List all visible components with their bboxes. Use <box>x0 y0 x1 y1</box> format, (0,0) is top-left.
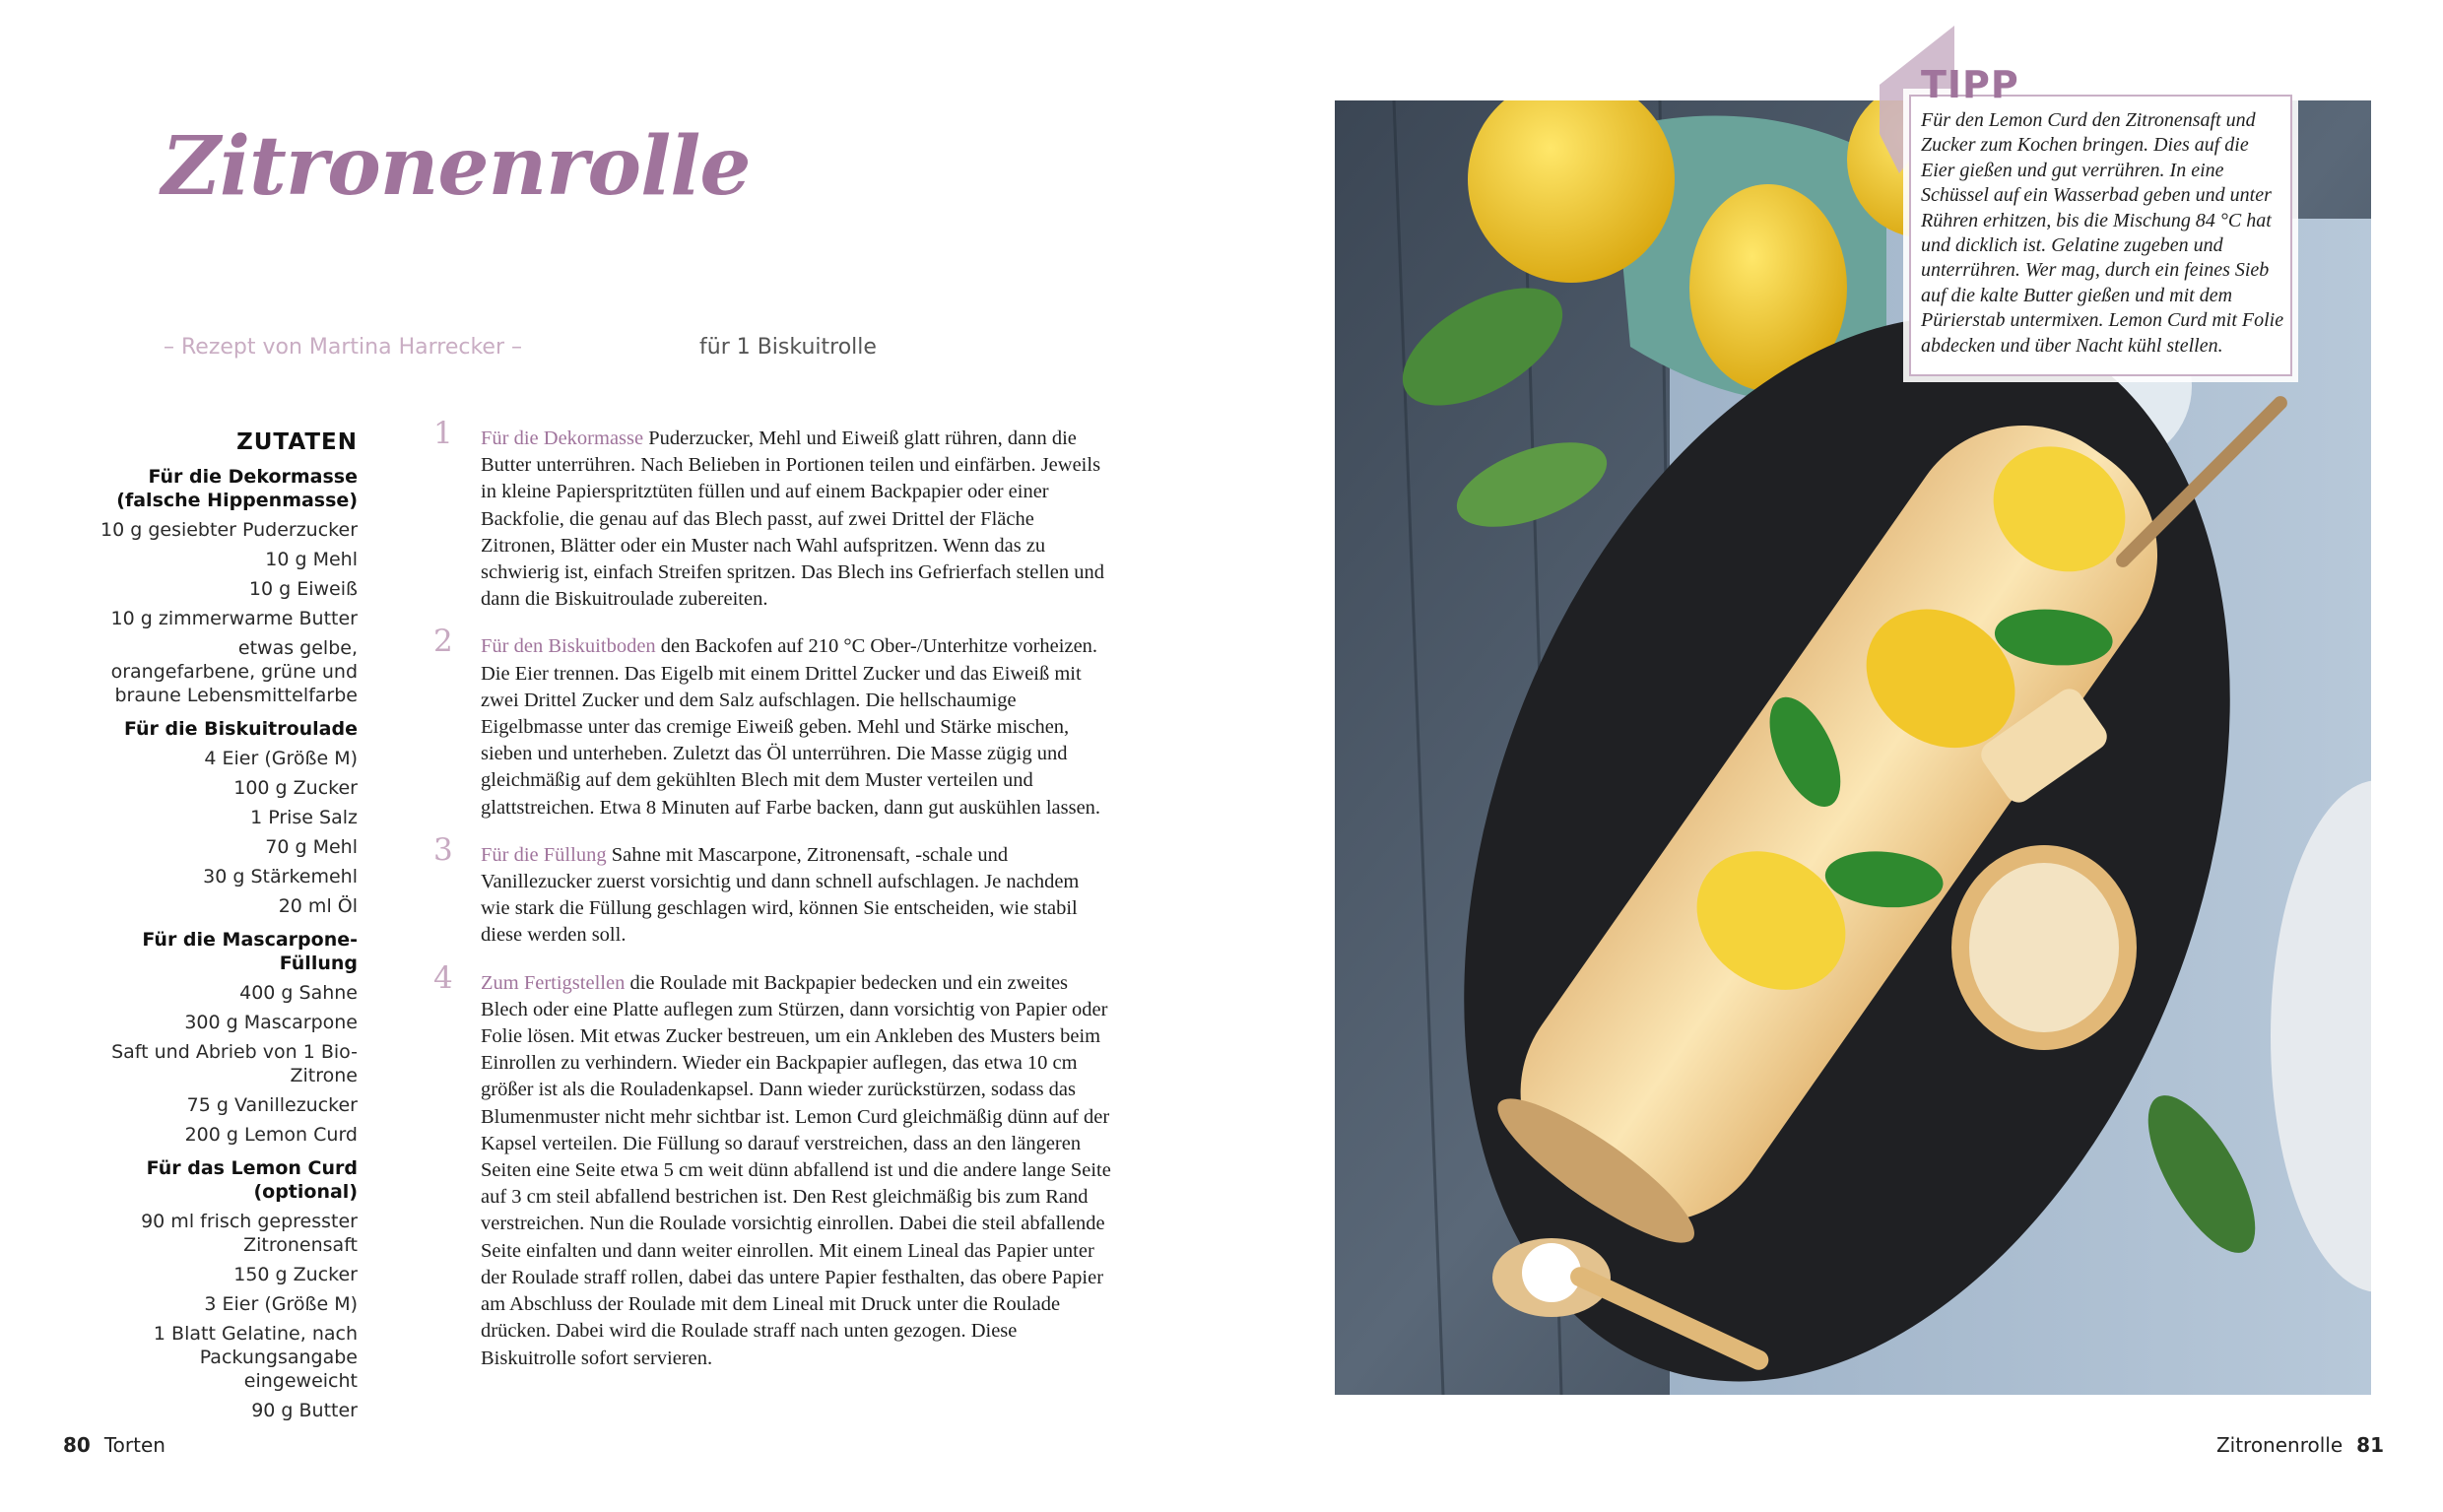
page-number-left: 80 <box>63 1433 91 1457</box>
step-lead: Zum Fertigstellen <box>481 971 626 994</box>
ingredient-item: 10 g Eiweiß <box>248 578 358 600</box>
ingredient-group-heading: Für das Lemon Curd (optional) <box>146 1157 358 1203</box>
footer-left <box>63 1433 165 1457</box>
cake-slice <box>1960 854 2128 1041</box>
ingredient-item: 150 g Zucker <box>233 1264 358 1285</box>
ingredients-heading: ZUTATEN <box>236 429 358 455</box>
step-text: Puderzucker, Mehl und Eiweiß glatt rühren, dann die Butter unterrühren. Nach Belieben in Portionen teilen und einfärben. Jeweils in kleine Papierspritztüten füllen und auf einem Backpapier oder einer Backfolie, die genau auf das Blech passt, auf zwei Drittel der Fläche Zitronen, Blätter oder ein Muster nach Wahl aufspritzen. Wenn das zu schwierig ist, einfach Streifen spritzen. Das Blech ins Gefrierfach stellen und dann die Biskuitroulade zubereiten. <box>481 427 1105 611</box>
section-name-right: Zitronenrolle <box>2215 1433 2344 1457</box>
ingredient-item: 30 g Stärkemehl <box>203 866 358 887</box>
ingredient-item: 3 Eier (Größe M) <box>204 1293 358 1315</box>
ingredient-item: 300 g Mascarpone <box>184 1012 358 1033</box>
ingredient-item: 90 g Butter <box>251 1400 358 1421</box>
tip-callout <box>1880 26 2293 378</box>
page-number-right: 81 <box>2356 1433 2384 1457</box>
ingredient-item: 10 g zimmerwarme Butter <box>110 608 358 629</box>
tip-text: Für den Lemon Curd den Zitronensaft und Zucker zum Kochen bringen. Dies auf die Eier gießen und gut verrühren. In eine Schüssel auf ein Wasserbad geben und unter Rühren erhitzen, bis die Mischung 84 °C hat und dicklich ist. Gelatine zugeben und unterrühren. Wer mag, durch ein feines Sieb auf die kalte Butter gießen und mit dem Pürierstab untermixen. Lemon Curd mit Folie abdecken und über Nacht kühl stellen. <box>1921 109 2284 357</box>
section-name-left: Torten <box>103 1433 165 1457</box>
ingredient-item: 1 Prise Salz <box>250 807 358 828</box>
step <box>433 416 1113 613</box>
step-number: 3 <box>433 831 453 868</box>
ingredients-column <box>89 429 358 1428</box>
step-text: den Backofen auf 210 °C Ober-/Unterhitze vorheizen. Die Eier trennen. Das Eigelb mit einem Drittel Zucker und das Eiweiß mit zwei Drittel Zucker und dem Salz aufschlagen. Die hellschaumige Eigelbmasse unter das cremige Eiweiß geben. Mehl und Stärke mischen, sieben und unterheben. Zuletzt das Öl unterrühren. Die Masse zügig und gleichmäßig auf dem gekühlten Blech mit dem Muster verteilen und glattstreichen. Etwa 8 Minuten auf Farbe backen, dann gut auskühlen lassen. <box>481 635 1101 819</box>
ingredient-item: 400 g Sahne <box>239 982 358 1004</box>
step-number: 4 <box>433 959 453 996</box>
recipe-byline: – Rezept von Martina Harrecker – <box>164 335 522 360</box>
ingredient-item: Saft und Abrieb von 1 Bio-Zitrone <box>111 1041 358 1086</box>
recipe-title: Zitronenrolle <box>162 119 751 214</box>
ingredient-item: 70 g Mehl <box>265 836 358 858</box>
step-text: die Roulade mit Backpapier bedecken und ein zweites Blech oder eine Platte auflegen zum Stürzen, dann vorsichtig von Papier oder Folie lösen. Mit etwas Zucker bestreuen, um ein Ankleben des Musters beim Einrollen zu verhindern. Wieder ein Backpapier auflegen, das etwa 10 cm größer ist als die Rouladenkapsel. Dann wieder zurückstürzen, sodass das Blumenmuster nicht mehr sichtbar ist. Lemon Curd gleichmäßig dünn auf der Kapsel verteilen. Die Füllung so darauf verstreichen, dass an den längeren Seiten eine Seite etwa 5 cm weit dünn abfallend ist und die andere lange Seite auf 3 cm steil abfallend bestrichen ist. Den Rest gleichmäßig bis zum Rand verstreichen. Nun die Roulade vorsichtig einrollen. Dabei die steil abfallende Seite einfalten und dann weiter einrollen. Mit einem Lineal das Papier unter der Roulade straff rollen, dabei das untere Papier festhalten, das obere Papier am Abschluss der Roulade mit dem Lineal mit Druck unter die Roulade drücken. Dabei wird die Roulade straff nach unten gezogen. Diese Biskuitrolle sofort servieren. <box>481 971 1111 1369</box>
ingredient-item: 20 ml Öl <box>278 895 358 917</box>
recipe-yield: für 1 Biskuitrolle <box>699 335 877 360</box>
ingredient-item: 200 g Lemon Curd <box>184 1124 358 1146</box>
tip-title: TIPP <box>1921 63 2019 106</box>
step-lead: Für die Füllung <box>481 843 607 866</box>
ingredient-item: 90 ml frisch gepresster Zitronensaft <box>141 1211 358 1256</box>
ingredient-item: 4 Eier (Größe M) <box>204 748 358 769</box>
step-lead: Für die Dekormasse <box>481 427 644 449</box>
instructions-column <box>433 416 1113 1393</box>
ingredient-group-heading: Für die Biskuitroulade <box>124 718 358 740</box>
step <box>433 959 1113 1372</box>
step-number: 1 <box>433 416 453 451</box>
step-lead: Für den Biskuitboden <box>481 635 656 658</box>
footer-right <box>2216 1433 2384 1457</box>
ingredient-item: 1 Blatt Gelatine, nach Packungsangabe eingeweicht <box>153 1323 358 1392</box>
step <box>433 831 1113 950</box>
ingredient-item: 100 g Zucker <box>233 777 358 799</box>
ingredient-item: 75 g Vanillezucker <box>186 1094 358 1116</box>
step-text: Sahne mit Mascarpone, Zitronensaft, -schale und Vanillezucker zuerst vorsichtig und dann schnell aufschlagen. Je nachdem wie stark die Füllung geschlagen wird, können Sie entscheiden, wie stabil diese werden soll. <box>481 843 1080 947</box>
ingredient-item: 10 g gesiebter Puderzucker <box>100 519 358 541</box>
step <box>433 624 1113 821</box>
ingredient-group-heading: Für die Dekormasse (falsche Hippenmasse) <box>116 466 358 511</box>
ingredient-group-heading: Für die Mascarpone-Füllung <box>142 929 358 974</box>
step-number: 2 <box>433 624 453 660</box>
ingredient-item: 10 g Mehl <box>265 549 358 570</box>
ingredient-item: etwas gelbe, orangefarbene, grüne und braune Lebensmittelfarbe <box>110 637 358 706</box>
